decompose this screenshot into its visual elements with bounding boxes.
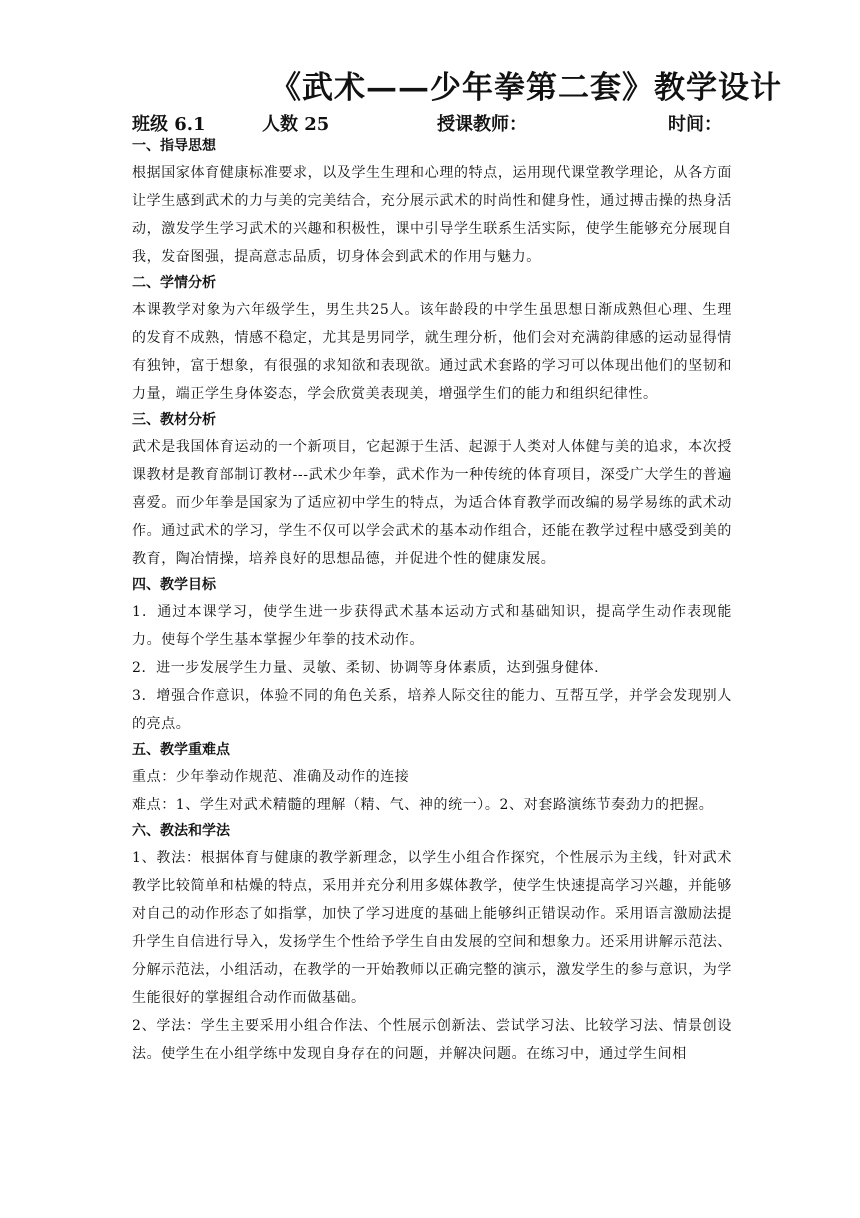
class-info: 班级 6.1 — [132, 114, 206, 135]
key-point: 重点：少年拳动作规范、准确及动作的连接 — [132, 769, 410, 785]
paragraph: 武术是我国体育运动的一个新项目，它起源于生活、起源于人类对人体健与美的追求，本次授课教材是教育部制订教材---武术少年拳，武术作为一种传统的体育项目，深受广大学生的普遍喜爱。而少年拳是国家为了适应初中学生的特点，为适合体育教学而改编的易学易练的武术动作。通过武术的学习，学生不仅可以学会武术的基本动作组合，还能在教学过程中感受到美的教育，陶冶情操，培养良好的思想品德，并促进个性的健康发展。 — [132, 439, 732, 567]
goal-item: 2．进一步发展学生力量、灵敏、柔韧、协调等身体素质，达到强身健体. — [132, 660, 600, 676]
section-heading-methods: 六、教法和学法 — [132, 823, 230, 839]
teaching-method: 1、教法：根据体育与健康的教学新理念，以学生小组合作探究，个性展示为主线，针对武术教学比较简单和枯燥的特点，采用并充分利用多媒体教学，使学生快速提高学习兴趣，并能够对自己的动作形态了如指掌，加快了学习进度的基础上能够纠正错误动作。采用语言激励法提升学生自信进行导入，发扬学生个性给予学生自由发展的空间和想象力。还采用讲解示范法、分解示范法，小组活动，在教学的一开始教师以正确完整的演示，激发学生的参与意识，为学生能很好的掌握组合动作而做基础。 — [132, 850, 732, 1006]
document-title: 《武术——少年拳第二套》教学设计 — [270, 70, 782, 106]
time-label: 时间： — [668, 114, 722, 135]
difficulty-point: 难点：1、学生对武术精髓的理解（精、气、神的统一）。2、对套路演练节奏劲力的把握。 — [132, 797, 714, 813]
goal-item: 3．增强合作意识，体验不同的角色关系，培养人际交往的能力、互帮互学，并学会发现别人的亮点。 — [132, 688, 732, 732]
paragraph: 本课教学对象为六年级学生，男生共25人。该年龄段的中学生虽思想日渐成熟但心理、生理的发育不成熟，情感不稳定，尤其是男同学，就生理分析，他们会对充满韵律感的运动显得情有独钟，富于想象，有很强的求知欲和表现欲。通过武术套路的学习可以体现出他们的坚韧和力量，端正学生身体姿态，学会欣赏美表现美，增强学生们的能力和组织纪律性。 — [132, 302, 732, 402]
section-heading-student-analysis: 二、学情分析 — [132, 275, 216, 291]
document-body — [132, 134, 732, 1068]
section-heading-teaching-goals: 四、教学目标 — [132, 577, 216, 593]
learning-method: 2、学法：学生主要采用小组合作法、个性展示创新法、尝试学习法、比较学习法、情景创设法。使学生在小组学练中发现自身存在的问题，并解决问题。在练习中，通过学生间相 — [132, 1018, 732, 1062]
student-count: 人数 25 — [262, 114, 330, 135]
section-heading-key-points: 五、教学重难点 — [132, 742, 230, 758]
section-heading-guiding-ideology: 一、指导思想 — [132, 138, 216, 154]
teacher-label: 授课教师： — [437, 114, 527, 135]
goal-item: 1．通过本课学习，使学生进一步获得武术基本运动方式和基础知识，提高学生动作表现能力。使每个学生基本掌握少年拳的技术动作。 — [132, 604, 732, 648]
paragraph: 根据国家体育健康标准要求，以及学生生理和心理的特点，运用现代课堂教学理论，从各方面让学生感到武术的力与美的完美结合，充分展示武术的时尚性和健身性，通过搏击操的热身活动，激发学生学习武术的兴趣和积极性，课中引导学生联系生活实际，使学生能够充分展现自我，发奋图强，提高意志品质，切身体会到武术的作用与魅力。 — [132, 165, 732, 265]
section-heading-material-analysis: 三、教材分析 — [132, 412, 216, 428]
